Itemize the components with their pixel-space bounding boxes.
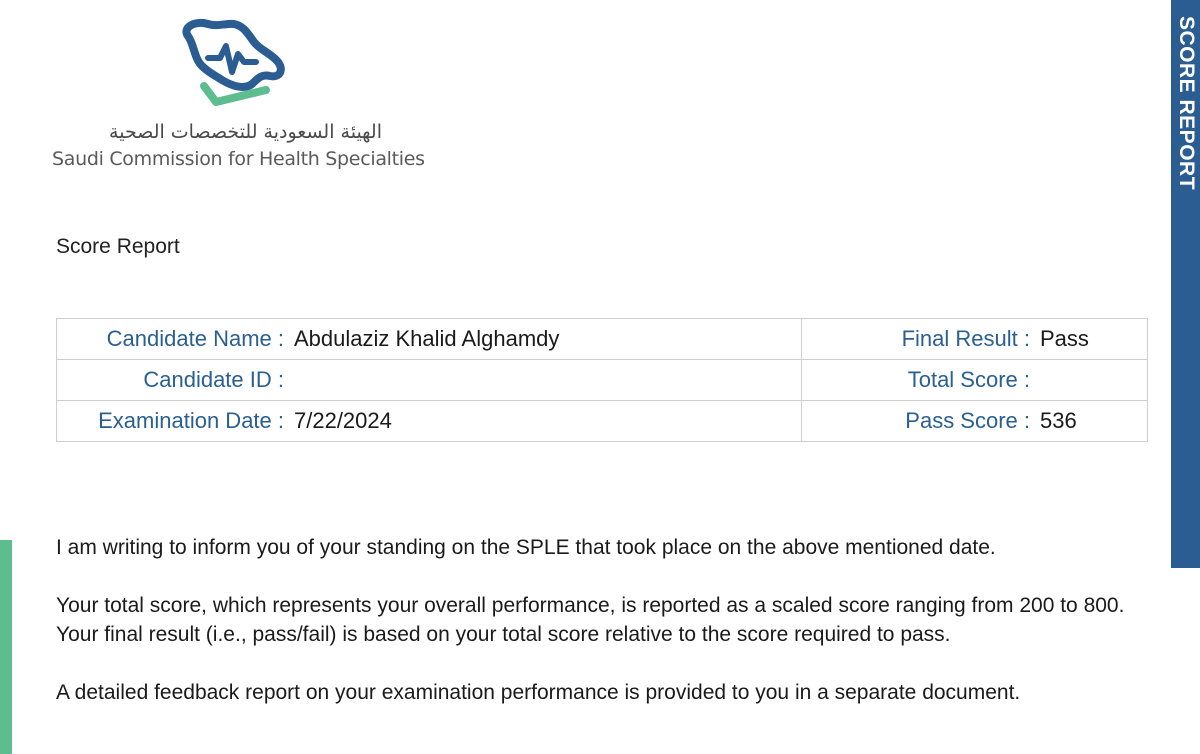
body-paragraph: Your total score, which represents your overall performance, is reported as a scaled score ranging from 200 to 800. Your final result (i.e., pass/fail) is based on your total score relative to the score required to pass. [56, 594, 1125, 646]
side-label: SCORE REPORT [1175, 16, 1198, 191]
table-cell [57, 360, 802, 401]
pass-score-label: Pass Score : [905, 408, 1030, 433]
organization-logo [52, 14, 425, 174]
body-paragraph: A detailed feedback report on your examination performance is provided to you in a separate document. [56, 681, 1021, 704]
final-result-label: Final Result : [901, 326, 1030, 351]
org-name-english: Saudi Commission for Health Specialties [52, 148, 425, 170]
table-cell [802, 401, 1148, 442]
table-row [57, 401, 1148, 442]
table-cell [802, 319, 1148, 360]
left-accent-bar [0, 540, 12, 754]
candidate-info-table [56, 318, 1148, 442]
exam-date-label: Examination Date : [98, 408, 284, 433]
final-result-value: Pass [1040, 326, 1089, 351]
table-cell [57, 401, 802, 442]
body-paragraph: I am writing to inform you of your standing on the SPLE that took place on the above mentioned date. [56, 536, 996, 559]
candidate-id-label: Candidate ID : [143, 367, 284, 392]
candidate-name-value: Abdulaziz Khalid Alghamdy [294, 326, 560, 351]
candidate-name-label: Candidate Name : [106, 326, 284, 351]
table-cell [57, 319, 802, 360]
org-name-arabic: الهيئة السعودية للتخصصات الصحية [109, 121, 382, 143]
report-body [56, 533, 1146, 736]
table-row [57, 360, 1148, 401]
table-row [57, 319, 1148, 360]
pass-score-value: 536 [1040, 408, 1077, 433]
scfhs-logo-mark-icon [174, 14, 294, 114]
report-title: Score Report [56, 235, 180, 258]
exam-date-value: 7/22/2024 [294, 408, 392, 433]
table-cell [802, 360, 1148, 401]
total-score-label: Total Score : [907, 367, 1030, 392]
